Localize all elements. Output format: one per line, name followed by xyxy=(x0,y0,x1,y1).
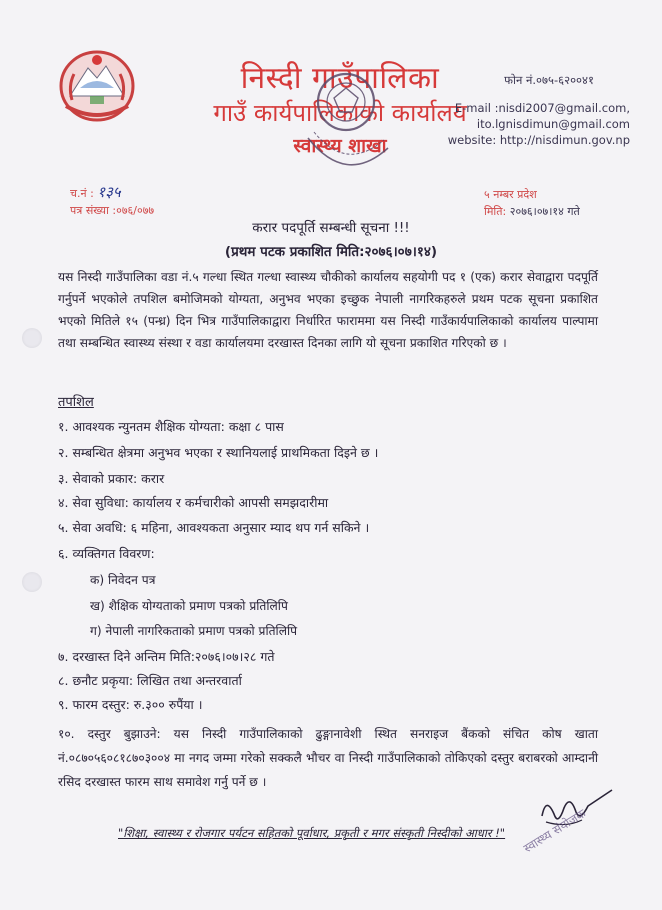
tapsil-heading: तपशिल xyxy=(58,395,94,410)
cha-no-value: १३५ xyxy=(97,183,121,201)
phone-number: फोन नं.०७५-६२००४१ xyxy=(504,73,594,87)
date-block xyxy=(484,186,580,220)
branch-name: स्वास्थ्य शाखा xyxy=(293,135,387,157)
list-item: ७. दरखास्त दिने अन्तिम मिति:२०७६।०७।२८ गते xyxy=(58,649,275,664)
sub-list-item: ग) नेपाली नागरिकताको प्रमाण पत्रको प्रतिलिपि xyxy=(90,624,298,638)
office-name: गाउँ कार्यपालिकाको कार्यालय xyxy=(213,99,467,127)
office-stamp xyxy=(300,68,396,186)
patra-sankhya: पत्र संख्या :०७६/०७७ xyxy=(70,204,155,217)
reference-block xyxy=(70,184,154,219)
date-value: २०७६।०७।१४ गते xyxy=(509,205,580,218)
signatory-designation-stamp: स्वास्थ्य संयोजक xyxy=(521,806,589,856)
notice-title: करार पदपूर्ति सम्बन्धी सूचना !!! xyxy=(252,220,410,236)
list-item: १. आवश्यक न्युनतम शैक्षिक योग्यता: कक्षा ८ पास xyxy=(58,419,284,434)
list-item: ८. छनौट प्रकृया: लिखित तथा अन्तरवार्ता xyxy=(58,673,242,688)
date-label: मिति: xyxy=(484,205,507,218)
punch-hole xyxy=(22,572,42,592)
notice-body: यस निस्दी गाउँपालिका वडा नं.५ गल्धा स्थित गल्धा स्वास्थ्य चौकीको कार्यालय सहयोगी पद १ (एक) करार सेवाद्वारा पदपूर्ति गर्नुपर्ने भएकोले तपशिल बमोजिमको योग्यता, अनुभव भएका इच्छुक नेपाली नागरिकहरुले प्रथम पटक सूचना प्रकाशित भएको मितिले १५ (पन्ध्र) दिन भित्र गाउँपालिकाद्वारा निर्धारित फाराममा यस निस्दी गाउँकार्यपालिकाको कार्यालय पाल्पामा तथा सम्बन्धित स्वास्थ्य संस्था र वडा कार्यालयमा दरखास्त दिनका लागि यो सूचना प्रकाशित गरिएको छ । xyxy=(58,270,598,350)
nepal-emblem-logo xyxy=(54,44,140,124)
list-item-fee-payment: १०. दस्तुर बुझाउने: यस निस्दी गाउँपालिकाको ढुङ्गानावेशी स्थित सनराइज बैंकको संचित कोष खाता नं.०८७०५६०८१८७०३००४ मा नगद जम्मा गरेको सक्कलै भौचर वा निस्दी गाउँपालिकाको तोकिएको दस्तुर बराबरको आम्दानी रसिद दरखास्त फारम साथ समावेश गर्नु पर्ने छ । xyxy=(58,727,598,789)
contact-block xyxy=(400,72,630,148)
list-item: ५. सेवा अवधि: ६ महिना, आवश्यकता अनुसार म्याद थप गर्न सकिने । xyxy=(58,520,370,535)
list-item: ६. व्यक्तिगत विवरण: xyxy=(58,546,155,561)
list-item: २. सम्बन्धित क्षेत्रमा अनुभव भएका र स्थानियलाई प्राथमिकता दिइने छ । xyxy=(58,445,379,460)
list-item: ४. सेवा सुविधा: कार्यालय र कर्मचारीको आपसी समझदारीमा xyxy=(58,495,329,510)
sub-list-item: क) निवेदन पत्र xyxy=(90,573,156,587)
sub-list-item: ख) शैक्षिक योग्यताको प्रमाण पत्रको प्रतिलिपि xyxy=(90,599,288,613)
list-item: ३. सेवाको प्रकार: करार xyxy=(58,471,165,486)
province-label: ५ नम्बर प्रदेश xyxy=(484,188,537,201)
website: website: http://nisdimun.gov.np xyxy=(447,133,630,147)
email-primary: E-mail :nisdi2007@gmail.com, xyxy=(454,101,630,115)
footer-motto: "शिक्षा, स्वास्थ्य र रोजगार पर्यटन सहितको पूर्वाधार, प्रकृती र मगर संस्कृती निस्दीको आधार !" xyxy=(118,826,506,840)
cha-no-label: च.नं : xyxy=(70,187,94,200)
list-item: ९. फारम दस्तुर: रु.३०० रुपैंया । xyxy=(58,697,203,712)
org-name: निस्दी गाउँपालिका xyxy=(240,61,440,96)
punch-hole xyxy=(22,328,42,348)
email-secondary: ito.lgnisdimun@gmail.com xyxy=(476,117,630,131)
notice-subtitle: (प्रथम पटक प्रकाशित मिति:२०७६।०७।१४) xyxy=(224,244,438,260)
